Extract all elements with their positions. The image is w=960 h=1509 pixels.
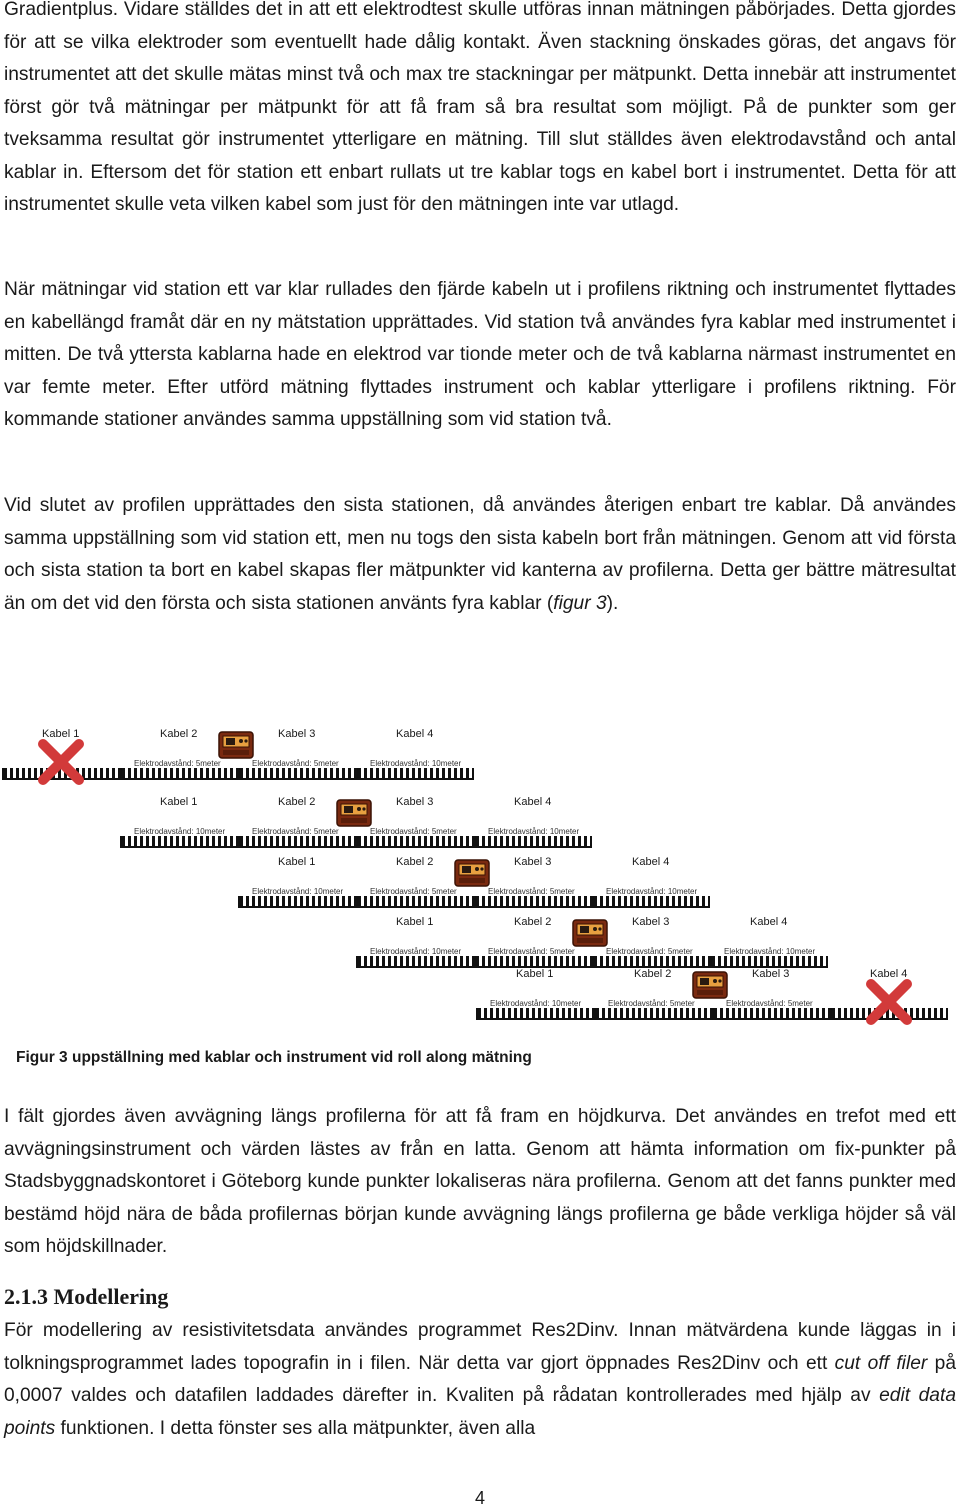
cable [238,720,356,780]
electrode-spacing-label: Elektrodavstånd: 10meter [134,827,226,836]
cable-electrode-line [592,896,710,908]
cable-electrode-line [474,836,592,848]
cable-label: Kabel 1 [160,796,198,808]
electrode-spacing-label: Elektrodavstånd: 10meter [488,827,580,836]
paragraph-2: När mätningar vid station ett var klar rullades den fjärde kabeln ut i profilens riktning och instrumentet flyttades en kabellängd framåt där en ny mätstation upprättades. Vid station två användes fyra kablar med instrumentet i mitten. De två yttersta kablarna hade en elektrod var tionde meter och de två kablarna närmast instrumentet en var femte meter. Efter utförd mätning flyttades instrument och kablar ytterligare i profilens riktning. För kommande stationer användes samma uppställning som vid station två. [4,279,956,430]
paragraph-5 [4,1315,956,1445]
cable-label: Kabel 3 [632,916,670,928]
instrument-icon [454,858,490,888]
station-row [2,720,474,780]
cable [238,848,356,908]
cable-label: Kabel 4 [870,968,908,980]
figure-reference: figur 3 [553,592,607,614]
cable-label: Kabel 3 [514,856,552,868]
cable-electrode-line [474,896,592,908]
removed-cable-x-icon [865,978,913,1026]
cable [120,788,238,848]
cable-label: Kabel 4 [632,856,670,868]
electrode-spacing-label: Elektrodavstånd: 5meter [370,827,457,836]
paragraph-3 [4,490,956,620]
electrode-spacing-label: Elektrodavstånd: 5meter [252,759,339,768]
cable [474,848,592,908]
term-cut-off-filer: cut off filer [834,1352,928,1374]
electrode-spacing-label: Elektrodavstånd: 5meter [488,947,575,956]
cable-label: Kabel 3 [396,796,434,808]
station-row [356,908,828,968]
electrode-spacing-label: Elektrodavstånd: 10meter [252,887,344,896]
page-number: 4 [474,1488,485,1508]
cable-label: Kabel 2 [514,916,552,928]
paragraph-5-text-b: på 0,0007 valdes och datafilen laddades därefter in. Kvaliten på rådatan kontrollerades med hjälp av [4,1352,956,1406]
cable-electrode-line [594,1008,712,1020]
instrument-icon [692,970,728,1000]
paragraph-4: I fält gjordes även avvägning längs profilerna för att få fram en höjdkurva. Det användes en trefot med ett avvägningsinstrument och värden lästes av från en latta. Genom att hämta information om fix-punkter på Stadsbyggnadskontoret i Göteborg kunde punkter lokaliseras nära profilerna. Genom att det fanns punkter med bestämd höjd nära de båda profilernas början kunde avvägning längs profilerna ge både verkliga höjder så väl som höjdskillnader. [4,1106,956,1257]
cable [830,960,948,1020]
paragraph-5-text-c: funktionen. I detta fönster ses alla mätpunkter, även alla [55,1417,536,1439]
cable-label: Kabel 2 [396,856,434,868]
cable [592,908,710,968]
cable [356,908,474,968]
cable-label: Kabel 1 [42,728,80,740]
cable-label: Kabel 3 [752,968,790,980]
cable-label: Kabel 4 [750,916,788,928]
station-row [120,788,592,848]
cable-electrode-line [238,836,356,848]
cable-electrode-line [712,1008,830,1020]
cable-label: Kabel 4 [396,728,434,740]
removed-cable-x-icon [37,738,85,786]
cable [710,908,828,968]
instrument-icon [572,918,608,948]
paragraph-5-text-a: För modellering av resistivitetsdata användes programmet Res2Dinv. Innan mätvärdena kunde läggas in i tolkningsprogrammet lades topografin in i filen. När detta var gjort öppnades Res2Dinv och ett [4,1320,956,1374]
electrode-spacing-label: Elektrodavstånd: 5meter [370,887,457,896]
section-heading: 2.1.3 Modellering [4,1284,169,1309]
cable-label: Kabel 2 [634,968,672,980]
station-row [238,848,710,908]
cable [474,788,592,848]
cable-label: Kabel 2 [160,728,198,740]
electrode-spacing-label: Elektrodavstånd: 5meter [252,827,339,836]
cable-electrode-line [120,836,238,848]
cable-electrode-line [356,836,474,848]
cable-electrode-line [356,768,474,780]
cable [476,960,594,1020]
cable [2,720,120,780]
cable-electrode-line [356,956,474,968]
paragraph-3-end: ). [606,592,619,614]
electrode-spacing-label: Elektrodavstånd: 10meter [370,947,462,956]
electrode-spacing-label: Elektrodavstånd: 10meter [490,999,582,1008]
cable [592,848,710,908]
cable [712,960,830,1020]
cable-label: Kabel 1 [396,916,434,928]
term-edit-data-points: edit data points [4,1385,956,1439]
cable-label: Kabel 1 [278,856,316,868]
electrode-spacing-label: Elektrodavstånd: 5meter [608,999,695,1008]
cable-electrode-line [356,896,474,908]
paragraph-3-text: Vid slutet av profilen upprättades den sista stationen, då användes återigen enbart tre kablar. Då användes samma uppställning som vid station ett, men nu togs den sista kabeln bort från mätningen. Genom att vid första och sista station ta bort en kabel skapas fler mätpunkter vid kanterna av profilerna. Detta ger bättre mätresultat än om det vid den första och sista stationen använts fyra kablar ( [4,495,956,614]
instrument-icon [218,730,254,760]
figure-caption: Figur 3 uppställning med kablar och instrument vid roll along mätning [16,1049,532,1066]
cable-label: Kabel 4 [514,796,552,808]
electrode-spacing-label: Elektrodavstånd: 5meter [606,947,693,956]
electrode-spacing-label: Elektrodavstånd: 10meter [370,759,462,768]
station-row [476,960,948,1020]
instrument-icon [336,798,372,828]
cable-electrode-line [476,1008,594,1020]
cable-label: Kabel 2 [278,796,316,808]
electrode-spacing-label: Elektrodavstånd: 10meter [606,887,698,896]
cable-label: Kabel 1 [516,968,554,980]
electrode-spacing-label: Elektrodavstånd: 5meter [488,887,575,896]
cable-setup-figure [0,720,960,1030]
paragraph-1: Gradientplus. Vidare ställdes det in att ett elektrodtest skulle utföras innan mätningen påbörjades. Detta gjordes för att se vilka elektroder som eventuellt hade dålig kontakt. Även stackning önskades göras, det angavs för instrumentet att det skulle mätas minst två och max tre stackningar per mätpunkt. Detta innebär att instrumentet först gör två mätningar per mätpunkt för att få fram så bra resultat som möjligt. På de punkter som ger tveksamma resultat gör instrumentet ytterligare en mätning. Till slut ställdes även elektrodavstånd och antal kablar in. Eftersom det för station ett enbart rullats ut tre kablar togs en kabel bort i instrumentet. Detta för att instrumentet skulle veta vilken kabel som just för den mätningen inte var utlagd. [4,0,956,215]
electrode-spacing-label: Elektrodavstånd: 10meter [724,947,816,956]
cable-electrode-line [238,768,356,780]
cable [356,720,474,780]
cable-electrode-line [238,896,356,908]
cable-label: Kabel 3 [278,728,316,740]
electrode-spacing-label: Elektrodavstånd: 5meter [134,759,221,768]
cable [356,788,474,848]
electrode-spacing-label: Elektrodavstånd: 5meter [726,999,813,1008]
cable-electrode-line [120,768,238,780]
